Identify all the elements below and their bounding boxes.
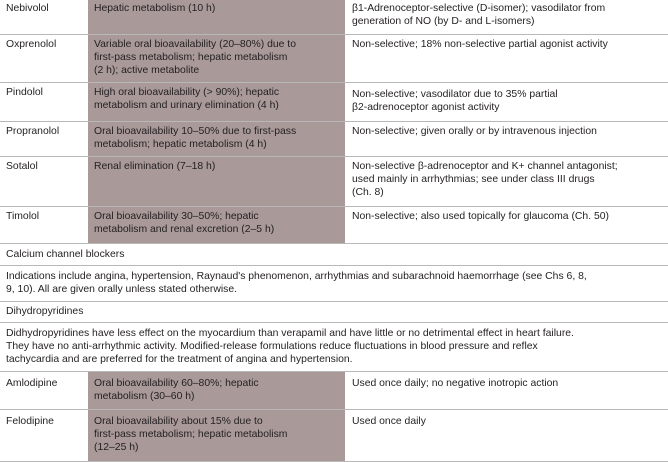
section-heading-row bbox=[0, 243, 668, 265]
table-row bbox=[0, 156, 668, 206]
pharmacokinetics-cell: Oral bioavailability 10–50% due to first-pass metabolism; hepatic metabolism (4 h) bbox=[88, 122, 346, 156]
section-text-row bbox=[0, 322, 668, 371]
notes-cell: Non-selective; also used topically for glaucoma (Ch. 50) bbox=[352, 211, 610, 222]
pharmacokinetics-cell: Variable oral bioavailability (20–80%) due to first-pass metabolism; hepatic metabolism (2 h); active metabolite bbox=[88, 35, 346, 82]
section-text-row bbox=[0, 265, 668, 301]
section-text: Indications include angina, hypertension, Raynaud's phenomenon, arrhythmias and subarachnoid haemorrhage (see Chs 6, 8, 9, 10). All are given orally unless stated otherwise. bbox=[6, 271, 587, 295]
pharmacokinetics-cell: High oral bioavailability (> 90%); hepatic metabolism and urinary elimination (4 h) bbox=[88, 83, 346, 121]
drug-name: Timolol bbox=[6, 211, 40, 222]
notes-cell: Non-selective; 18% non-selective partial agonist activity bbox=[352, 39, 608, 50]
pharmacokinetics-cell: Oral bioavailability 60–80%; hepatic metabolism (30–60 h) bbox=[88, 372, 346, 409]
notes-cell: Used once daily bbox=[352, 416, 426, 427]
notes-cell: Non-selective; given orally or by intravenous injection bbox=[352, 126, 597, 137]
drug-name: Oxprenolol bbox=[6, 39, 57, 50]
table-row bbox=[0, 409, 668, 462]
notes-cell: Non-selective β-adrenoceptor and K+ channel antagonist; used mainly in arrhythmias; see under class III drugs (Ch. 8) bbox=[352, 161, 618, 198]
table-row bbox=[0, 371, 668, 409]
section-heading-row bbox=[0, 301, 668, 322]
section-heading: Calcium channel blockers bbox=[6, 249, 125, 260]
drug-name: Nebivolol bbox=[6, 3, 49, 14]
pharmacokinetics-cell: Oral bioavailability 30–50%; hepatic metabolism and renal excretion (2–5 h) bbox=[88, 207, 346, 243]
drug-name: Propranolol bbox=[6, 126, 60, 137]
table-row bbox=[0, 121, 668, 156]
notes-cell: Non-selective; vasodilator due to 35% partial β2-adrenoceptor agonist activity bbox=[352, 89, 558, 113]
notes-cell: Used once daily; no negative inotropic action bbox=[352, 378, 559, 389]
drug-name: Felodipine bbox=[6, 416, 54, 427]
table-row bbox=[0, 34, 668, 82]
section-heading: Dihydropyridines bbox=[6, 306, 84, 317]
pharmacokinetics-cell: Renal elimination (7–18 h) bbox=[88, 157, 346, 206]
pharmacokinetics-cell: Oral bioavailability about 15% due to first-pass metabolism; hepatic metabolism (12–25 h) bbox=[88, 410, 346, 461]
table-row bbox=[0, 206, 668, 243]
table-row bbox=[0, 0, 668, 34]
pharmacokinetics-cell: Hepatic metabolism (10 h) bbox=[88, 0, 346, 34]
notes-cell: β1-Adrenoceptor-selective (D-isomer); vasodilator from generation of NO (by D- and L-isomers) bbox=[352, 3, 606, 27]
drug-name: Pindolol bbox=[6, 87, 43, 98]
section-text: Didhydropyridines have less effect on the myocardium than verapamil and have little or no detrimental effect in heart failure. They have no anti-arrhythmic activity. Modified-release formulations reduce fluctuations in blood pressure and reflex tachycardia and are preferred for the treatment of angina and hypertension. bbox=[6, 328, 574, 365]
table-row bbox=[0, 82, 668, 121]
drug-name: Sotalol bbox=[6, 161, 38, 172]
drug-name: Amlodipine bbox=[6, 378, 58, 389]
